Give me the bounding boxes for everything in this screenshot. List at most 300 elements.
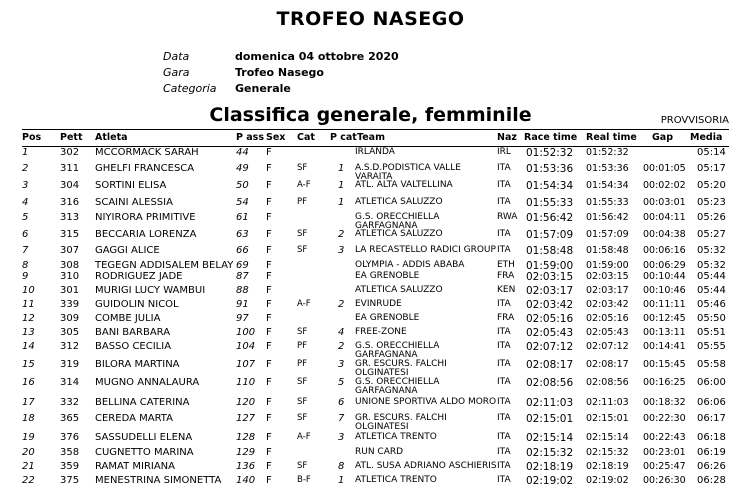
cell-pos: 3	[22, 180, 29, 191]
cell-nation: ITA	[497, 327, 511, 337]
cell-cat: SF	[297, 245, 308, 255]
cell-pace: 06:18	[697, 432, 726, 443]
cell-pcat: 1	[338, 197, 345, 208]
cell-bib: 312	[60, 341, 80, 352]
cell-nation: ITA	[497, 163, 511, 173]
cell-athlete: BECCARIA LORENZA	[95, 229, 197, 240]
cell-sex: F	[266, 163, 272, 174]
cell-pass: 50	[236, 180, 249, 191]
table-row	[0, 197, 741, 213]
meta-label: Categoria	[163, 82, 217, 95]
cell-bib: 359	[60, 461, 80, 472]
cell-athlete: BANI BARBARA	[95, 327, 171, 338]
cell-pace: 05:17	[697, 163, 726, 174]
cell-race-time: 01:54:34	[526, 180, 574, 192]
cell-cat: SF	[297, 397, 308, 407]
cell-sex: F	[266, 285, 272, 296]
cell-race-time: 02:03:42	[526, 299, 574, 311]
cell-nation: ITA	[497, 245, 511, 255]
cell-athlete: SASSUDELLI ELENA	[95, 432, 193, 443]
cell-pos: 8	[22, 260, 29, 271]
cell-pass: 128	[236, 432, 256, 443]
cell-cat: A-F	[297, 299, 311, 309]
cell-pos: 16	[22, 377, 35, 388]
meta-value: Trofeo Nasego	[235, 66, 324, 79]
cell-gap: 00:04:38	[643, 229, 686, 240]
cell-bib: 314	[60, 377, 80, 388]
cell-pass: 104	[236, 341, 256, 352]
cell-pcat: 5	[338, 377, 345, 388]
cell-team: OLYMPIA - ADDIS ABABA	[355, 260, 465, 270]
cell-nation: KEN	[497, 285, 516, 295]
cell-pace: 05:32	[697, 245, 726, 256]
cell-race-time: 02:05:43	[526, 327, 574, 339]
cell-bib: 310	[60, 271, 80, 282]
cell-real-time: 02:03:15	[586, 271, 629, 282]
cell-pass: 97	[236, 313, 249, 324]
cell-pass: 100	[236, 327, 256, 338]
cell-pcat: 2	[338, 341, 345, 352]
cell-real-time: 02:05:16	[586, 313, 629, 324]
cell-gap: 00:04:11	[643, 212, 686, 223]
cell-athlete: BELLINA CATERINA	[95, 397, 190, 408]
cell-team: LA RECASTELLO RADICI GROUP	[355, 245, 496, 255]
cell-real-time: 02:11:03	[586, 397, 629, 408]
cell-pos: 11	[22, 299, 35, 310]
cell-pass: 69	[236, 260, 249, 271]
cell-pos: 2	[22, 163, 29, 174]
table-row	[0, 212, 741, 231]
cell-gap: 00:12:45	[643, 313, 686, 324]
cell-team: EA GRENOBLE	[355, 313, 420, 323]
cell-cat: PF	[297, 359, 308, 369]
cell-pace: 05:14	[697, 147, 726, 158]
cell-bib: 305	[60, 327, 80, 338]
cell-team: ATLETICA SALUZZO	[355, 285, 443, 295]
cell-real-time: 02:07:12	[586, 341, 629, 352]
header-team: Team	[357, 132, 385, 143]
cell-race-time: 01:57:09	[526, 229, 574, 241]
table-row	[0, 432, 741, 448]
cell-pos: 4	[22, 197, 29, 208]
cell-race-time: 02:18:19	[526, 461, 574, 473]
cell-pace: 06:19	[697, 447, 726, 458]
cell-bib: 315	[60, 229, 80, 240]
cell-team: ATLETICA TRENTO	[355, 475, 437, 485]
cell-pace: 05:58	[697, 359, 726, 370]
cell-real-time: 02:15:32	[586, 447, 629, 458]
cell-athlete: MURIGI LUCY WAMBUI	[95, 285, 206, 296]
cell-pace: 05:32	[697, 260, 726, 271]
cell-athlete: RAMAT MIRIANA	[95, 461, 175, 472]
cell-bib: 316	[60, 197, 80, 208]
cell-gap: 00:16:25	[643, 377, 686, 388]
table-row	[0, 245, 741, 261]
cell-pace: 06:06	[697, 397, 726, 408]
cell-gap: 00:25:47	[643, 461, 686, 472]
header-cat: Cat	[297, 132, 315, 143]
cell-nation: ITA	[497, 377, 511, 387]
cell-team: G.S. ORECCHIELLA GARFAGNANA	[355, 212, 440, 231]
cell-race-time: 01:58:48	[526, 245, 574, 257]
cell-race-time: 02:08:17	[526, 359, 574, 371]
cell-pass: 66	[236, 245, 249, 256]
cell-sex: F	[266, 397, 272, 408]
cell-sex: F	[266, 377, 272, 388]
cell-cat: SF	[297, 461, 308, 471]
cell-pcat: 3	[338, 359, 345, 370]
cell-nation: ITA	[497, 229, 511, 239]
meta-label: Gara	[163, 66, 190, 79]
cell-athlete: SORTINI ELISA	[95, 180, 167, 191]
cell-pass: 49	[236, 163, 249, 174]
cell-sex: F	[266, 461, 272, 472]
cell-cat: SF	[297, 163, 308, 173]
table-header	[0, 132, 741, 146]
cell-sex: F	[266, 341, 272, 352]
cell-pace: 05:50	[697, 313, 726, 324]
cell-nation: ITA	[497, 397, 511, 407]
cell-nation: ITA	[497, 299, 511, 309]
cell-pcat: 1	[338, 163, 345, 174]
cell-real-time: 01:53:36	[586, 163, 629, 174]
cell-pace: 05:51	[697, 327, 726, 338]
cell-pace: 06:28	[697, 475, 726, 486]
cell-pass: 120	[236, 397, 256, 408]
cell-bib: 302	[60, 147, 80, 158]
cell-pos: 22	[22, 475, 35, 486]
header-sex: Sex	[266, 132, 286, 143]
cell-athlete: MUGNO ANNALAURA	[95, 377, 200, 388]
cell-nation: ITA	[497, 447, 511, 457]
cell-team: EVINRUDE	[355, 299, 402, 309]
cell-real-time: 01:55:33	[586, 197, 629, 208]
cell-pace: 05:46	[697, 299, 726, 310]
cell-sex: F	[266, 475, 272, 486]
cell-pace: 06:00	[697, 377, 726, 388]
cell-athlete: SCAINI ALESSIA	[95, 197, 173, 208]
cell-race-time: 02:07:12	[526, 341, 574, 353]
cell-pos: 10	[22, 285, 35, 296]
cell-cat: PF	[297, 341, 308, 351]
table-row	[0, 341, 741, 360]
cell-athlete: GHELFI FRANCESCA	[95, 163, 195, 174]
cell-real-time: 02:19:02	[586, 475, 629, 486]
header-pass: P ass	[236, 132, 264, 143]
cell-bib: 313	[60, 212, 80, 223]
cell-bib: 365	[60, 413, 80, 424]
cell-gap: 00:11:11	[643, 299, 686, 310]
cell-pace: 06:17	[697, 413, 726, 424]
table-row	[0, 413, 741, 432]
cell-team: GR. ESCURS. FALCHI OLGINATESI	[355, 413, 447, 432]
cell-cat: PF	[297, 197, 308, 207]
cell-team: ATL. ALTA VALTELLINA	[355, 180, 453, 190]
cell-pos: 21	[22, 461, 35, 472]
cell-real-time: 01:52:32	[586, 147, 629, 158]
header-naz: Naz	[497, 132, 517, 143]
cell-pos: 18	[22, 413, 35, 424]
cell-pos: 12	[22, 313, 35, 324]
cell-team: GR. ESCURS. FALCHI OLGINATESI	[355, 359, 447, 378]
header-real-time: Real time	[586, 132, 637, 143]
header-media: Media	[690, 132, 723, 143]
cell-sex: F	[266, 447, 272, 458]
cell-sex: F	[266, 260, 272, 271]
cell-race-time: 01:53:36	[526, 163, 574, 175]
table-row	[0, 163, 741, 182]
cell-pace: 06:26	[697, 461, 726, 472]
cell-race-time: 02:03:15	[526, 271, 574, 283]
cell-nation: ITA	[497, 180, 511, 190]
cell-team: ATLETICA SALUZZO	[355, 229, 443, 239]
cell-gap: 00:01:05	[643, 163, 686, 174]
cell-race-time: 02:19:02	[526, 475, 574, 487]
cell-real-time: 02:08:17	[586, 359, 629, 370]
cell-team: G.S. ORECCHIELLA GARFAGNANA	[355, 341, 440, 360]
cell-sex: F	[266, 197, 272, 208]
cell-nation: FRA	[497, 313, 515, 323]
event-title: TROFEO NASEGO	[276, 8, 465, 30]
cell-pcat: 7	[338, 413, 345, 424]
cell-pcat: 6	[338, 397, 345, 408]
cell-race-time: 01:56:42	[526, 212, 574, 224]
cell-pos: 9	[22, 271, 29, 282]
cell-cat: A-F	[297, 432, 311, 442]
cell-bib: 319	[60, 359, 80, 370]
cell-sex: F	[266, 299, 272, 310]
cell-pace: 05:20	[697, 180, 726, 191]
meta-label: Data	[163, 50, 190, 63]
cell-pos: 6	[22, 229, 29, 240]
cell-bib: 307	[60, 245, 80, 256]
cell-pass: 107	[236, 359, 256, 370]
cell-pcat: 4	[338, 327, 345, 338]
cell-pos: 13	[22, 327, 35, 338]
header-athlete: Atleta	[95, 132, 128, 143]
meta-value: domenica 04 ottobre 2020	[235, 50, 399, 63]
cell-athlete: GUIDOLIN NICOL	[95, 299, 179, 310]
cell-real-time: 02:18:19	[586, 461, 629, 472]
cell-pos: 17	[22, 397, 35, 408]
cell-pos: 5	[22, 212, 29, 223]
cell-cat: A-F	[297, 180, 311, 190]
header-pcat: P cat	[330, 132, 357, 143]
table-row	[0, 229, 741, 245]
cell-bib: 332	[60, 397, 80, 408]
cell-athlete: RODRIGUEZ JADE	[95, 271, 183, 282]
cell-pcat: 1	[338, 475, 345, 486]
table-row	[0, 180, 741, 196]
table-row	[0, 397, 741, 413]
cell-real-time: 02:05:43	[586, 327, 629, 338]
meta-value: Generale	[235, 82, 291, 95]
cell-pos: 15	[22, 359, 35, 370]
cell-team: A.S.D.PODISTICA VALLE VARAITA	[355, 163, 461, 182]
cell-cat: B-F	[297, 475, 311, 485]
cell-race-time: 02:03:17	[526, 285, 574, 297]
cell-gap: 00:22:43	[643, 432, 686, 443]
cell-sex: F	[266, 147, 272, 158]
cell-bib: 304	[60, 180, 80, 191]
cell-race-time: 02:15:32	[526, 447, 574, 459]
cell-cat: SF	[297, 413, 308, 423]
cell-sex: F	[266, 212, 272, 223]
cell-athlete: BILORA MARTINA	[95, 359, 180, 370]
cell-athlete: CUGNETTO MARINA	[95, 447, 194, 458]
cell-team: RUN CARD	[355, 447, 404, 457]
cell-pcat: 8	[338, 461, 345, 472]
cell-pass: 44	[236, 147, 249, 158]
cell-sex: F	[266, 229, 272, 240]
cell-team: G.S. ORECCHIELLA GARFAGNANA	[355, 377, 440, 396]
cell-sex: F	[266, 327, 272, 338]
table-row	[0, 147, 741, 163]
cell-bib: 308	[60, 260, 80, 271]
cell-gap: 00:13:11	[643, 327, 686, 338]
cell-nation: IRL	[497, 147, 511, 157]
cell-pos: 1	[22, 147, 29, 158]
cell-real-time: 02:15:01	[586, 413, 629, 424]
cell-pass: 110	[236, 377, 256, 388]
cell-bib: 311	[60, 163, 80, 174]
header-pos: Pos	[22, 132, 42, 143]
cell-pass: 140	[236, 475, 256, 486]
cell-nation: ITA	[497, 341, 511, 351]
cell-real-time: 01:58:48	[586, 245, 629, 256]
cell-team: ATLETICA SALUZZO	[355, 197, 443, 207]
cell-pcat: 3	[338, 432, 345, 443]
cell-bib: 375	[60, 475, 80, 486]
cell-nation: ITA	[497, 359, 511, 369]
cell-nation: FRA	[497, 271, 515, 281]
cell-real-time: 01:57:09	[586, 229, 629, 240]
cell-athlete: GAGGI ALICE	[95, 245, 160, 256]
cell-pace: 05:55	[697, 341, 726, 352]
cell-real-time: 01:54:34	[586, 180, 629, 191]
cell-pass: 127	[236, 413, 256, 424]
cell-race-time: 01:52:32	[526, 147, 574, 159]
cell-bib: 339	[60, 299, 80, 310]
cell-pos: 7	[22, 245, 29, 256]
cell-gap: 00:06:29	[643, 260, 686, 271]
cell-sex: F	[266, 313, 272, 324]
cell-pass: 136	[236, 461, 256, 472]
cell-real-time: 02:03:42	[586, 299, 629, 310]
cell-pos: 14	[22, 341, 35, 352]
header-gap: Gap	[652, 132, 674, 143]
cell-gap: 00:10:46	[643, 285, 686, 296]
cell-sex: F	[266, 245, 272, 256]
cell-team: EA GRENOBLE	[355, 271, 420, 281]
header-pett: Pett	[60, 132, 83, 143]
cell-team: IRLANDA	[355, 147, 395, 157]
cell-athlete: NIYIRORA PRIMITIVE	[95, 212, 196, 223]
ranking-title: Classifica generale, femminile	[209, 104, 532, 126]
cell-bib: 301	[60, 285, 80, 296]
cell-team: ATLETICA TRENTO	[355, 432, 437, 442]
cell-athlete: TEGEGN ADDISALEM BELAY	[95, 260, 234, 271]
cell-team: ATL. SUSA ADRIANO ASCHIERIS	[355, 461, 497, 471]
cell-athlete: BASSO CECILIA	[95, 341, 172, 352]
cell-gap: 00:18:32	[643, 397, 686, 408]
cell-pass: 54	[236, 197, 249, 208]
cell-pace: 05:26	[697, 212, 726, 223]
cell-team: UNIONE SPORTIVA ALDO MORO	[355, 397, 497, 407]
cell-pcat: 2	[338, 299, 345, 310]
cell-real-time: 02:03:17	[586, 285, 629, 296]
cell-race-time: 02:05:16	[526, 313, 574, 325]
cell-pos: 19	[22, 432, 35, 443]
cell-bib: 358	[60, 447, 80, 458]
cell-athlete: CEREDA MARTA	[95, 413, 173, 424]
header-race-time: Race time	[524, 132, 578, 143]
cell-nation: ITA	[497, 197, 511, 207]
cell-pace: 05:23	[697, 197, 726, 208]
cell-sex: F	[266, 413, 272, 424]
header-top-rule	[22, 129, 729, 130]
cell-gap: 00:03:01	[643, 197, 686, 208]
cell-pace: 05:44	[697, 271, 726, 282]
cell-pass: 63	[236, 229, 249, 240]
cell-pass: 91	[236, 299, 249, 310]
cell-athlete: MENESTRINA SIMONETTA	[95, 475, 222, 486]
cell-pos: 20	[22, 447, 35, 458]
status-label: PROVVISORIA	[660, 115, 729, 126]
cell-gap: 00:06:16	[643, 245, 686, 256]
cell-race-time: 01:55:33	[526, 197, 574, 209]
cell-pass: 61	[236, 212, 249, 223]
cell-athlete: MCCORMACK SARAH	[95, 147, 199, 158]
cell-race-time: 02:15:14	[526, 432, 574, 444]
cell-race-time: 02:08:56	[526, 377, 574, 389]
cell-nation: RWA	[497, 212, 518, 222]
cell-gap: 00:02:02	[643, 180, 686, 191]
cell-gap: 00:14:41	[643, 341, 686, 352]
cell-real-time: 02:15:14	[586, 432, 629, 443]
cell-athlete: COMBE JULIA	[95, 313, 161, 324]
cell-real-time: 01:59:00	[586, 260, 629, 271]
table-row	[0, 475, 741, 491]
cell-race-time: 01:59:00	[526, 260, 574, 272]
cell-gap: 00:23:01	[643, 447, 686, 458]
cell-gap: 00:15:45	[643, 359, 686, 370]
cell-gap: 00:26:30	[643, 475, 686, 486]
cell-cat: SF	[297, 229, 308, 239]
cell-pcat: 2	[338, 229, 345, 240]
cell-pass: 129	[236, 447, 256, 458]
cell-pcat: 1	[338, 180, 345, 191]
cell-nation: ITA	[497, 432, 511, 442]
cell-sex: F	[266, 432, 272, 443]
cell-gap: 00:22:30	[643, 413, 686, 424]
cell-sex: F	[266, 180, 272, 191]
cell-pass: 88	[236, 285, 249, 296]
cell-sex: F	[266, 271, 272, 282]
table-row	[0, 359, 741, 378]
cell-sex: F	[266, 359, 272, 370]
cell-bib: 309	[60, 313, 80, 324]
cell-gap: 00:10:44	[643, 271, 686, 282]
cell-pcat: 3	[338, 245, 345, 256]
cell-nation: ITA	[497, 475, 511, 485]
cell-bib: 376	[60, 432, 80, 443]
cell-team: FREE-ZONE	[355, 327, 407, 337]
cell-race-time: 02:11:03	[526, 397, 574, 409]
cell-cat: SF	[297, 377, 308, 387]
cell-pass: 87	[236, 271, 249, 282]
cell-pace: 05:27	[697, 229, 726, 240]
